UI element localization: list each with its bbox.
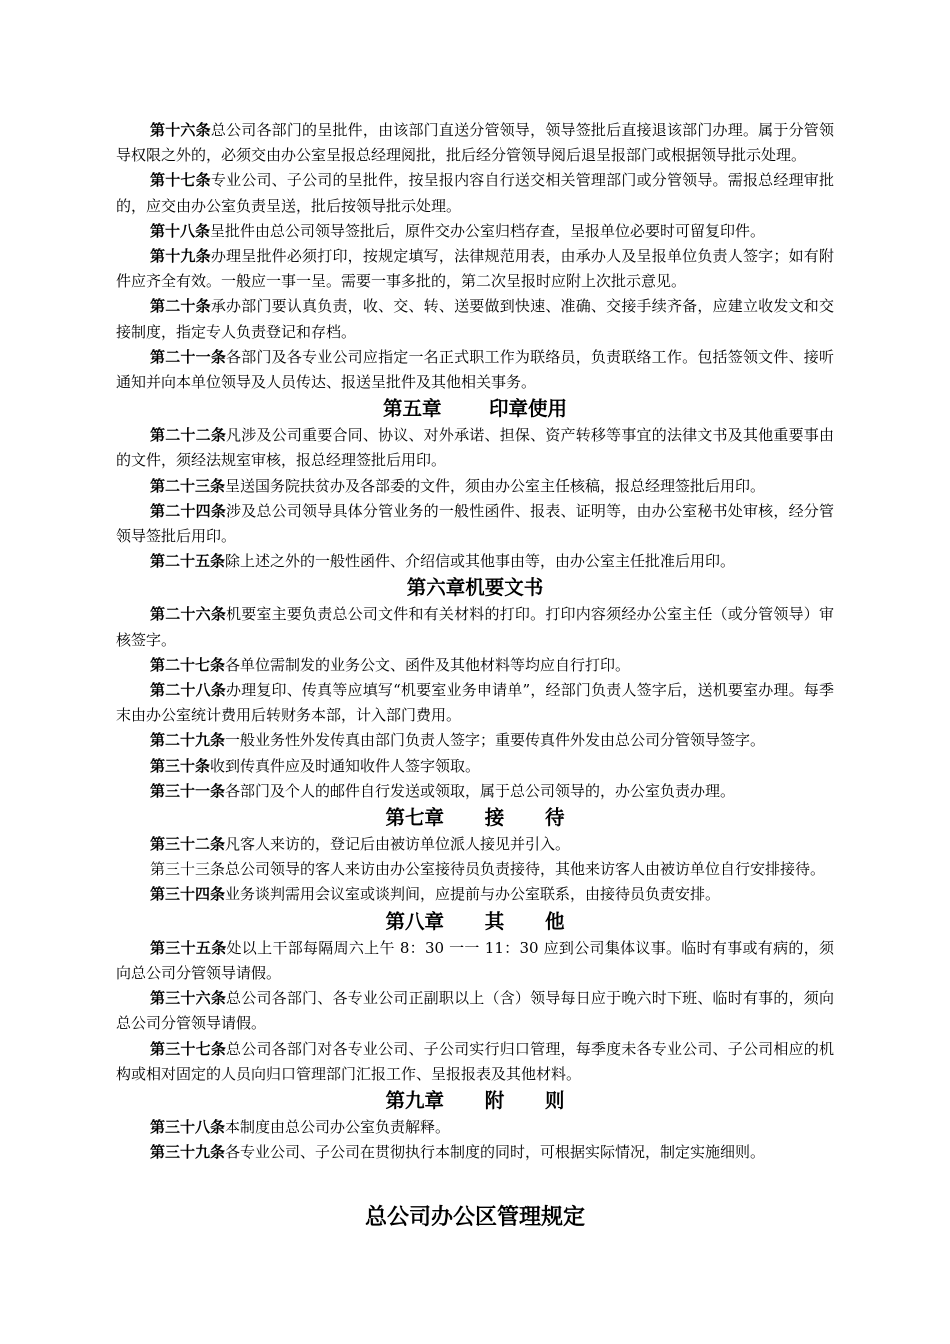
article-number: 第三十条	[150, 756, 211, 775]
article-text: 总公司各部门的呈批件，由该部门直送分管领导，领导签批后直接退该部门办理。属于分管领导权限之外的，必须交由办公室呈报总经理阅批，批后经分管领导阅后退呈报部门或根据领导批示处理。	[116, 121, 834, 165]
article-text: 专业公司、子公司的呈批件，按呈报内容自行送交相关管理部门或分管领导。需报总经理审批的，应交由办公室负责呈送，批后按领导批示处理。	[116, 171, 834, 215]
article-paragraph	[116, 602, 834, 652]
article-number: 第三十七条	[150, 1039, 227, 1058]
document-title: 总公司办公区管理规定	[364, 1204, 585, 1230]
article-text: 除上述之外的一般性函件、介绍信或其他事由等，由办公室主任批准后用印。	[225, 552, 736, 571]
article-paragraph	[116, 986, 834, 1036]
article-number: 第二十三条	[150, 476, 226, 495]
article-paragraph	[116, 754, 834, 779]
article-paragraph	[116, 168, 834, 218]
article-text: 业务谈判需用会议室或谈判间，应提前与办公室联系，由接待员负责安排。	[225, 885, 721, 904]
chapter-heading: 第七章 接 待	[385, 806, 565, 830]
article-text: 承办部门要认真负责，收、交、转、送要做到快速、准确、交接手续齐备，应建立收发文和交接制度，指定专人负责登记和存档。	[116, 297, 834, 341]
article-text: 办理呈批件必须打印，按规定填写，法律规范用表，由承办人及呈报单位负责人签字；如有附件应齐全有效。一般应一事一呈。需要一事多批的，第二次呈报时应附上次批示意见。	[116, 247, 834, 291]
article-paragraph	[116, 857, 834, 882]
article-text: 呈批件由总公司领导签批后，原件交办公室归档存查，呈报单位必要时可留复印件。	[210, 221, 766, 240]
article-number: 第三十二条	[150, 835, 226, 854]
article-text: 处以上干部每隔周六上午 8：30 一一 11：30 应到公司集体议事。临时有事或有病的，须向总公司分管领导请假。	[116, 938, 834, 982]
article-paragraph	[116, 499, 834, 549]
article-number: 第二十八条	[150, 681, 226, 700]
article-paragraph	[116, 423, 834, 473]
article-text: 收到传真件应及时通知收件人签字领取。	[210, 756, 481, 775]
article-number: 第三十五条	[150, 938, 227, 957]
article-number: 第三十四条	[150, 885, 226, 904]
article-number: 第十九条	[150, 247, 211, 266]
article-text: 呈送国务院扶贫办及各部委的文件，须由办公室主任核稿，报总经理签批后用印。	[225, 476, 766, 495]
article-text: 涉及总公司领导具体分管业务的一般性函件、报表、证明等，由办公室秘书处审核，经分管领导签批后用印。	[116, 501, 834, 546]
article-paragraph	[116, 1115, 834, 1140]
article-number: 第二十九条	[150, 731, 226, 750]
article-text: 总公司各部门对各专业公司、子公司实行归口管理，每季度未各专业公司、子公司相应的机构或相对固定的人员向归口管理部门汇报工作、呈报报表及其他材料。	[116, 1039, 834, 1083]
article-text: 各单位需制发的业务公文、函件及其他材料等均应自行打印。	[225, 655, 631, 674]
article-text: 总公司各部门、各专业公司正副职以上（含）领导每日应于晚六时下班、临时有事的，须向总公司分管领导请假。	[116, 989, 834, 1033]
article-paragraph	[116, 936, 834, 986]
chapter-heading: 第九章 附 则	[385, 1088, 565, 1112]
article-paragraph	[116, 345, 834, 395]
article-paragraph	[116, 118, 834, 168]
article-number: 第二十六条	[150, 605, 227, 624]
article-paragraph	[116, 882, 834, 907]
article-number: 第十八条	[150, 221, 211, 240]
chapter-heading: 第八章 其 他	[385, 909, 565, 933]
article-text: 凡客人来访的，登记后由被访单位派人接见并引入。	[225, 835, 571, 854]
article-number: 第三十六条	[150, 989, 227, 1008]
article-paragraph	[116, 549, 834, 574]
article-text: 机要室主要负责总公司文件和有关材料的打印。打印内容须经办公室主任（或分管领导）审核签字。	[116, 605, 834, 649]
article-paragraph	[116, 678, 834, 728]
article-text: 凡涉及公司重要合同、协议、对外承诺、担保、资产转移等事宜的法律文书及其他重要事由的文件，须经法规室审核，报总经理签批后用印。	[116, 426, 834, 470]
article-number: 第十六条	[150, 121, 211, 139]
article-paragraph	[116, 1037, 834, 1087]
article-number: 第二十二条	[150, 426, 227, 445]
article-number: 第二十四条	[150, 501, 227, 520]
article-paragraph	[116, 244, 834, 294]
article-number: 第三十一条	[150, 781, 226, 800]
article-paragraph	[116, 728, 834, 753]
article-number: 第二十条	[150, 297, 211, 316]
article-text: 办理复印、传真等应填写“机要室业务申请单”，经部门负责人签字后，送机要室办理。每季末由办公室统计费用后转财务本部，计入部门费用。	[116, 681, 834, 725]
article-paragraph	[116, 219, 834, 244]
chapter-heading: 第五章 印章使用	[382, 397, 568, 421]
article-paragraph	[116, 294, 834, 344]
article-number: 第二十五条	[150, 552, 226, 571]
article-text: 第三十三条总公司领导的客人来访由办公室接待员负责接待，其他来访客人由被访单位自行安排接待。	[150, 860, 826, 879]
article-paragraph	[116, 653, 834, 678]
article-text: 本制度由总公司办公室负责解释。	[225, 1117, 451, 1136]
article-text: 各部门及各专业公司应指定一名正式职工作为联络员，负责联络工作。包括签领文件、接听通知并向本单位领导及人员传达、报送呈批件及其他相关事务。	[116, 347, 834, 392]
article-text: 一般业务性外发传真由部门负责人签字；重要传真件外发由总公司分管领导签字。	[225, 731, 766, 750]
article-number: 第三十八条	[150, 1117, 226, 1136]
article-paragraph	[116, 832, 834, 857]
article-text: 各专业公司、子公司在贯彻执行本制度的同时，可根据实际情况，制定实施细则。	[225, 1143, 766, 1162]
article-number: 第三十九条	[150, 1143, 226, 1162]
article-paragraph	[116, 474, 834, 499]
document-body	[116, 118, 834, 1165]
article-text: 各部门及个人的邮件自行发送或领取，属于总公司领导的，办公室负责办理。	[225, 781, 736, 800]
chapter-heading: 第六章机要文书	[406, 576, 544, 600]
article-number: 第二十七条	[150, 655, 226, 674]
article-paragraph	[116, 1140, 834, 1165]
article-number: 第二十一条	[150, 347, 227, 366]
article-number: 第十七条	[150, 171, 211, 190]
article-paragraph	[116, 779, 834, 804]
